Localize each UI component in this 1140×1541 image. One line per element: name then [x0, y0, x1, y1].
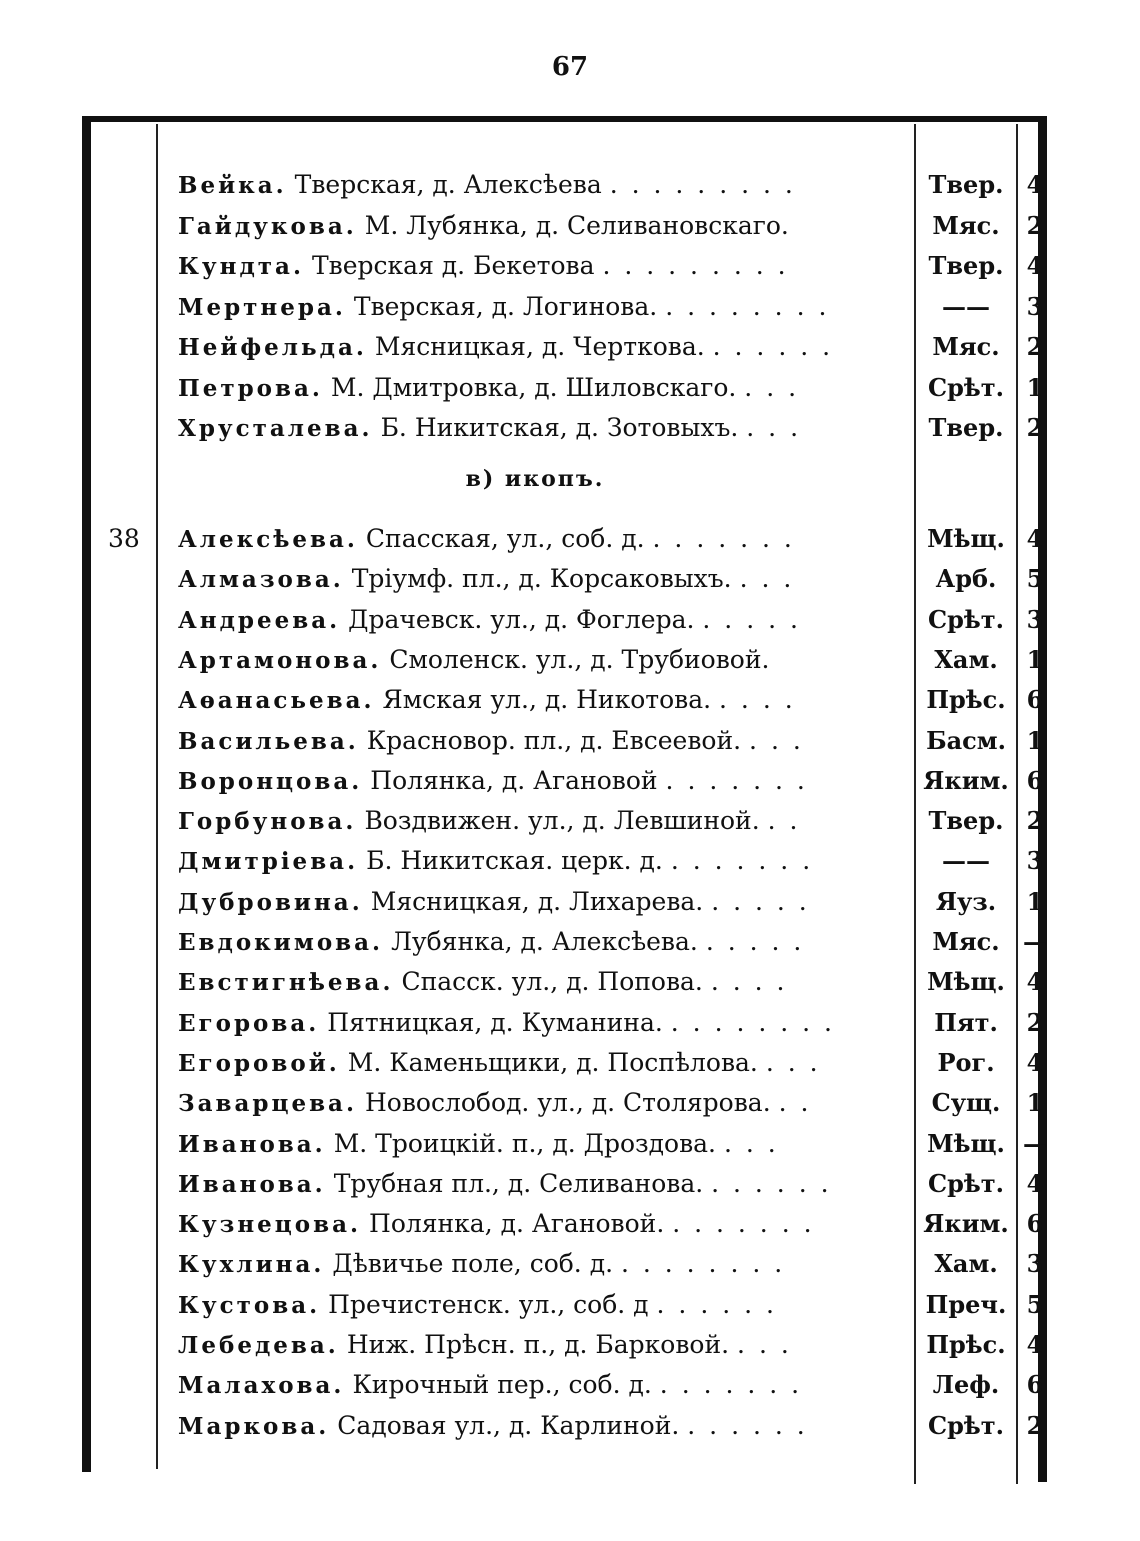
- table-row: [0, 1002, 1140, 1044]
- quarter-number: 4: [1026, 251, 1044, 280]
- table-row: [0, 760, 1140, 802]
- city-part: Мяс.: [932, 927, 1000, 956]
- table-row: [0, 1364, 1140, 1406]
- leader-dots: . . . . . . .: [659, 1370, 803, 1400]
- person-name: Горбунова.: [178, 808, 357, 836]
- city-part: Леф.: [932, 1370, 1000, 1400]
- address: Кирочный пер., соб. д.: [352, 1370, 652, 1400]
- frame-top-rule: [82, 116, 1038, 122]
- person-name: Малахова.: [178, 1372, 345, 1400]
- person-name: Петрова.: [178, 374, 323, 402]
- address: Б. Никитская, д. Зотовыхъ.: [380, 413, 739, 442]
- quarter-number: 3: [1026, 1249, 1044, 1279]
- entry-text: [178, 1163, 906, 1206]
- quarter-number: 6: [1026, 1209, 1044, 1239]
- entry-text: [178, 205, 906, 248]
- person-name: Гайдукова.: [178, 212, 357, 240]
- quarter-number: 6: [1026, 1370, 1044, 1400]
- quarter-number: 4: [1026, 967, 1044, 997]
- entry-text: [178, 961, 906, 1004]
- quarter-number: 1: [1026, 1088, 1044, 1118]
- quarter-number: 2: [1026, 1007, 1044, 1037]
- person-name: Егорова.: [178, 1009, 320, 1037]
- quarter-number: 2: [1026, 1410, 1044, 1440]
- city-part: Твер.: [928, 413, 1004, 442]
- leader-dots: . . . . . . . .: [665, 291, 830, 321]
- entry-text: [178, 1203, 906, 1246]
- table-row: [0, 881, 1140, 923]
- entry-text: [178, 840, 906, 883]
- leader-dots: . . . . . . . . .: [609, 170, 796, 199]
- person-name: Васильева.: [178, 727, 359, 755]
- person-name: Кустова.: [178, 1291, 321, 1319]
- table-row: [0, 164, 1140, 206]
- table-row: [0, 800, 1140, 842]
- entry-text: [178, 558, 906, 601]
- city-part: Срѣт.: [928, 372, 1004, 402]
- entry-text: [178, 1042, 906, 1085]
- city-part: Сущ.: [931, 1088, 1001, 1118]
- quarter-number: —: [1023, 1128, 1047, 1158]
- leader-dots: . . .: [723, 1128, 779, 1158]
- quarter-number: 4: [1026, 524, 1044, 553]
- quarter-number: 5: [1026, 564, 1044, 594]
- table-row: [0, 1123, 1140, 1165]
- entry-text: [178, 881, 906, 924]
- entry-text: [178, 720, 906, 763]
- city-part: Яким.: [923, 1209, 1009, 1239]
- address: Тверская, д. Логинова.: [353, 291, 658, 321]
- person-name: Маркова.: [178, 1412, 330, 1440]
- leader-dots: . . . . . .: [711, 1168, 832, 1198]
- city-part: Срѣт.: [928, 1410, 1004, 1440]
- city-part: Мяс.: [932, 332, 1000, 361]
- city-part: Пят.: [934, 1007, 998, 1037]
- quarter-number: 4: [1026, 1047, 1044, 1077]
- address: Полянка, д. Агановой.: [369, 1209, 665, 1239]
- person-name: Заварцева.: [178, 1090, 357, 1118]
- leader-dots: . . . . .: [705, 927, 805, 956]
- table-row: [0, 205, 1140, 247]
- city-part: Рог.: [937, 1047, 995, 1077]
- address: Дѣвичье поле, соб. д.: [332, 1249, 614, 1279]
- table-row: [0, 639, 1140, 681]
- leader-dots: . . . . . . . .: [670, 1007, 835, 1037]
- city-part: ——: [942, 291, 990, 321]
- table-row: [0, 367, 1140, 409]
- city-part: Мѣщ.: [927, 967, 1005, 997]
- person-name: Иванова.: [178, 1170, 326, 1198]
- leader-dots: . . . . . . . . .: [602, 251, 789, 280]
- person-name: Евдокимова.: [178, 929, 384, 956]
- person-name: Кундта.: [178, 253, 304, 280]
- leader-dots: . . .: [737, 1330, 792, 1359]
- city-part: Арб.: [935, 564, 997, 594]
- person-name: Алмазова.: [178, 566, 344, 594]
- quarter-number: 1: [1026, 644, 1044, 674]
- table-row: [0, 921, 1140, 963]
- quarter-number: 6: [1026, 685, 1044, 715]
- quarter-number: 6: [1026, 765, 1044, 795]
- table-row: [0, 1203, 1140, 1245]
- table-row: [0, 558, 1140, 600]
- address: Мясницкая, д. Черткова.: [374, 332, 705, 361]
- address: Спасская, ул., соб. д.: [365, 524, 645, 553]
- entry-text: [178, 1405, 906, 1448]
- entry-text: [178, 164, 906, 207]
- table-row: [0, 720, 1140, 762]
- quarter-number: 1: [1026, 886, 1044, 916]
- leader-dots: . . . .: [719, 685, 796, 715]
- section-index: 38: [108, 524, 140, 553]
- table-row: [0, 679, 1140, 721]
- city-part: Срѣт.: [928, 1168, 1004, 1198]
- leader-dots: . . . . .: [702, 604, 801, 634]
- address: Драчевск. ул., д. Фоглера.: [348, 604, 695, 634]
- quarter-number: 1: [1026, 372, 1044, 402]
- person-name: Дубровина.: [178, 888, 363, 916]
- city-part: Мѣщ.: [927, 1128, 1005, 1158]
- city-part: Преч.: [925, 1289, 1007, 1319]
- section-heading: в) икопъ.: [465, 466, 605, 492]
- table-row: [0, 518, 1140, 560]
- leader-dots: . . .: [739, 564, 795, 594]
- city-part: Прѣс.: [926, 685, 1006, 715]
- page-number: 67: [551, 52, 589, 82]
- entry-text: [178, 1123, 906, 1166]
- address: Б. Никитская. церк. д.: [366, 846, 663, 876]
- table-row: [0, 1405, 1140, 1447]
- table-row: [0, 961, 1140, 1003]
- entry-text: [178, 245, 906, 288]
- leader-dots: . . . . . . .: [670, 846, 814, 876]
- table-row: [0, 599, 1140, 641]
- entry-text: [178, 599, 906, 642]
- entry-text: [178, 639, 906, 682]
- table-row: [0, 326, 1140, 368]
- address: Пречистенск. ул., соб. д: [328, 1289, 649, 1319]
- entry-text: [178, 1324, 906, 1367]
- person-name: Иванова.: [178, 1130, 326, 1158]
- city-part: Твер.: [928, 806, 1004, 836]
- entry-text: [178, 407, 906, 450]
- quarter-number: 3: [1026, 291, 1044, 321]
- address: Красновор. пл., д. Евсеевой.: [366, 725, 742, 755]
- quarter-number: 1: [1026, 725, 1044, 755]
- city-part: Твер.: [928, 251, 1004, 280]
- person-name: Нейфельда.: [178, 334, 367, 361]
- table-row: [0, 1243, 1140, 1285]
- quarter-number: 5: [1026, 1289, 1044, 1319]
- person-name: Егоровой.: [178, 1049, 340, 1077]
- person-name: Воронцова.: [178, 767, 363, 795]
- city-part: Хам.: [934, 644, 998, 674]
- entry-text: [178, 326, 906, 369]
- entry-text: [178, 760, 906, 803]
- table-row: [0, 1082, 1140, 1124]
- quarter-number: 2: [1026, 210, 1044, 240]
- address: Тверская д. Бекетова: [311, 251, 595, 280]
- table-row: [0, 1042, 1140, 1084]
- entry-text: [178, 800, 906, 843]
- leader-dots: . . . . . .: [687, 1410, 808, 1440]
- quarter-number: 2: [1026, 332, 1044, 361]
- entry-text: [178, 679, 906, 722]
- address: Мясницкая, д. Лихарева.: [370, 886, 704, 916]
- address: Спасск. ул., д. Попова.: [401, 967, 703, 997]
- city-part: Срѣт.: [928, 604, 1004, 634]
- city-part: Яуз.: [935, 886, 997, 916]
- city-part: Хам.: [934, 1249, 998, 1279]
- leader-dots: . . .: [744, 372, 800, 402]
- address: М. Троицкій. п., д. Дроздова.: [333, 1128, 716, 1158]
- person-name: Евстигнѣева.: [178, 969, 394, 997]
- address: Полянка, д. Агановой: [370, 765, 658, 795]
- address: Ниж. Прѣсн. п., д. Барковой.: [346, 1330, 730, 1359]
- person-name: Кухлина.: [178, 1251, 325, 1279]
- address: Садовая ул., д. Карлиной.: [337, 1410, 680, 1440]
- city-part: Яким.: [923, 765, 1009, 795]
- address: М. Дмитровка, д. Шиловскаго.: [330, 372, 737, 402]
- entry-text: [178, 1243, 906, 1286]
- quarter-number: 2: [1026, 413, 1044, 442]
- table-row: [0, 245, 1140, 287]
- leader-dots: . . . . . . .: [672, 1209, 815, 1239]
- city-part: Твер.: [928, 170, 1004, 199]
- person-name: Дмитріева.: [178, 848, 359, 876]
- address: Лубянка, д. Алексѣева.: [391, 927, 698, 956]
- address: Ямская ул., д. Никотова.: [382, 685, 712, 715]
- leader-dots: . .: [778, 1088, 812, 1118]
- address: Новослобод. ул., д. Столярова.: [364, 1088, 771, 1118]
- quarter-number: 4: [1026, 1330, 1044, 1359]
- city-part: Прѣс.: [926, 1330, 1006, 1359]
- entry-text: [178, 367, 906, 410]
- leader-dots: . . . . . .: [712, 332, 834, 361]
- entry-text: [178, 1284, 906, 1327]
- entry-text: [178, 286, 906, 329]
- address: Воздвижен. ул., д. Левшиной.: [364, 806, 760, 836]
- table-row: [0, 1324, 1140, 1366]
- city-part: Мяс.: [932, 210, 1000, 240]
- person-name: Андреева.: [178, 606, 341, 634]
- leader-dots: . . . .: [710, 967, 788, 997]
- quarter-number: 2: [1026, 806, 1044, 836]
- table-row: [0, 840, 1140, 882]
- city-part: ——: [942, 846, 990, 876]
- table-row: [0, 286, 1140, 328]
- address: Тверская, д. Алексѣева: [294, 170, 602, 199]
- city-part: Басм.: [926, 725, 1006, 755]
- entry-text: [178, 1364, 906, 1407]
- address: М. Лубянка, д. Селивановскаго.: [364, 210, 789, 240]
- leader-dots: . . .: [765, 1047, 821, 1077]
- address: Тріумф. пл., д. Корсаковыхъ.: [351, 564, 732, 594]
- leader-dots: . . . . . . .: [652, 524, 795, 553]
- address: Пятницкая, д. Куманина.: [327, 1007, 663, 1037]
- quarter-number: 3: [1026, 604, 1044, 634]
- table-row: [0, 407, 1140, 449]
- entry-text: [178, 1002, 906, 1045]
- leader-dots: . . . . . .: [656, 1289, 777, 1319]
- address: Смоленск. ул., д. Трубиовой.: [389, 644, 770, 674]
- quarter-number: 4: [1026, 170, 1044, 199]
- person-name: Кузнецова.: [178, 1211, 362, 1239]
- city-part: Мѣщ.: [927, 524, 1005, 553]
- entry-text: [178, 921, 906, 964]
- table-row: [0, 1284, 1140, 1326]
- person-name: Аѳанасьева.: [178, 687, 375, 715]
- person-name: Хрусталева.: [178, 415, 373, 442]
- leader-dots: . . . . .: [711, 886, 810, 916]
- person-name: Алексѣева.: [178, 526, 358, 553]
- leader-dots: . .: [767, 806, 801, 836]
- person-name: Артамонова.: [178, 646, 382, 674]
- entry-text: [178, 1082, 906, 1125]
- leader-dots: . . .: [749, 725, 804, 755]
- quarter-number: —: [1023, 927, 1047, 956]
- table-row: [0, 1163, 1140, 1205]
- person-name: Лебедева.: [178, 1332, 339, 1359]
- person-name: Вейка.: [178, 172, 287, 199]
- leader-dots: . . .: [746, 413, 802, 442]
- leader-dots: . . . . . . .: [665, 765, 808, 795]
- entry-text: [178, 518, 906, 561]
- person-name: Мертнера.: [178, 293, 346, 321]
- quarter-number: 3: [1026, 846, 1044, 876]
- address: Трубная пл., д. Селиванова.: [333, 1168, 704, 1198]
- address: М. Каменьщики, д. Поспѣлова.: [347, 1047, 758, 1077]
- quarter-number: 4: [1026, 1168, 1044, 1198]
- leader-dots: . . . . . . . .: [620, 1249, 786, 1279]
